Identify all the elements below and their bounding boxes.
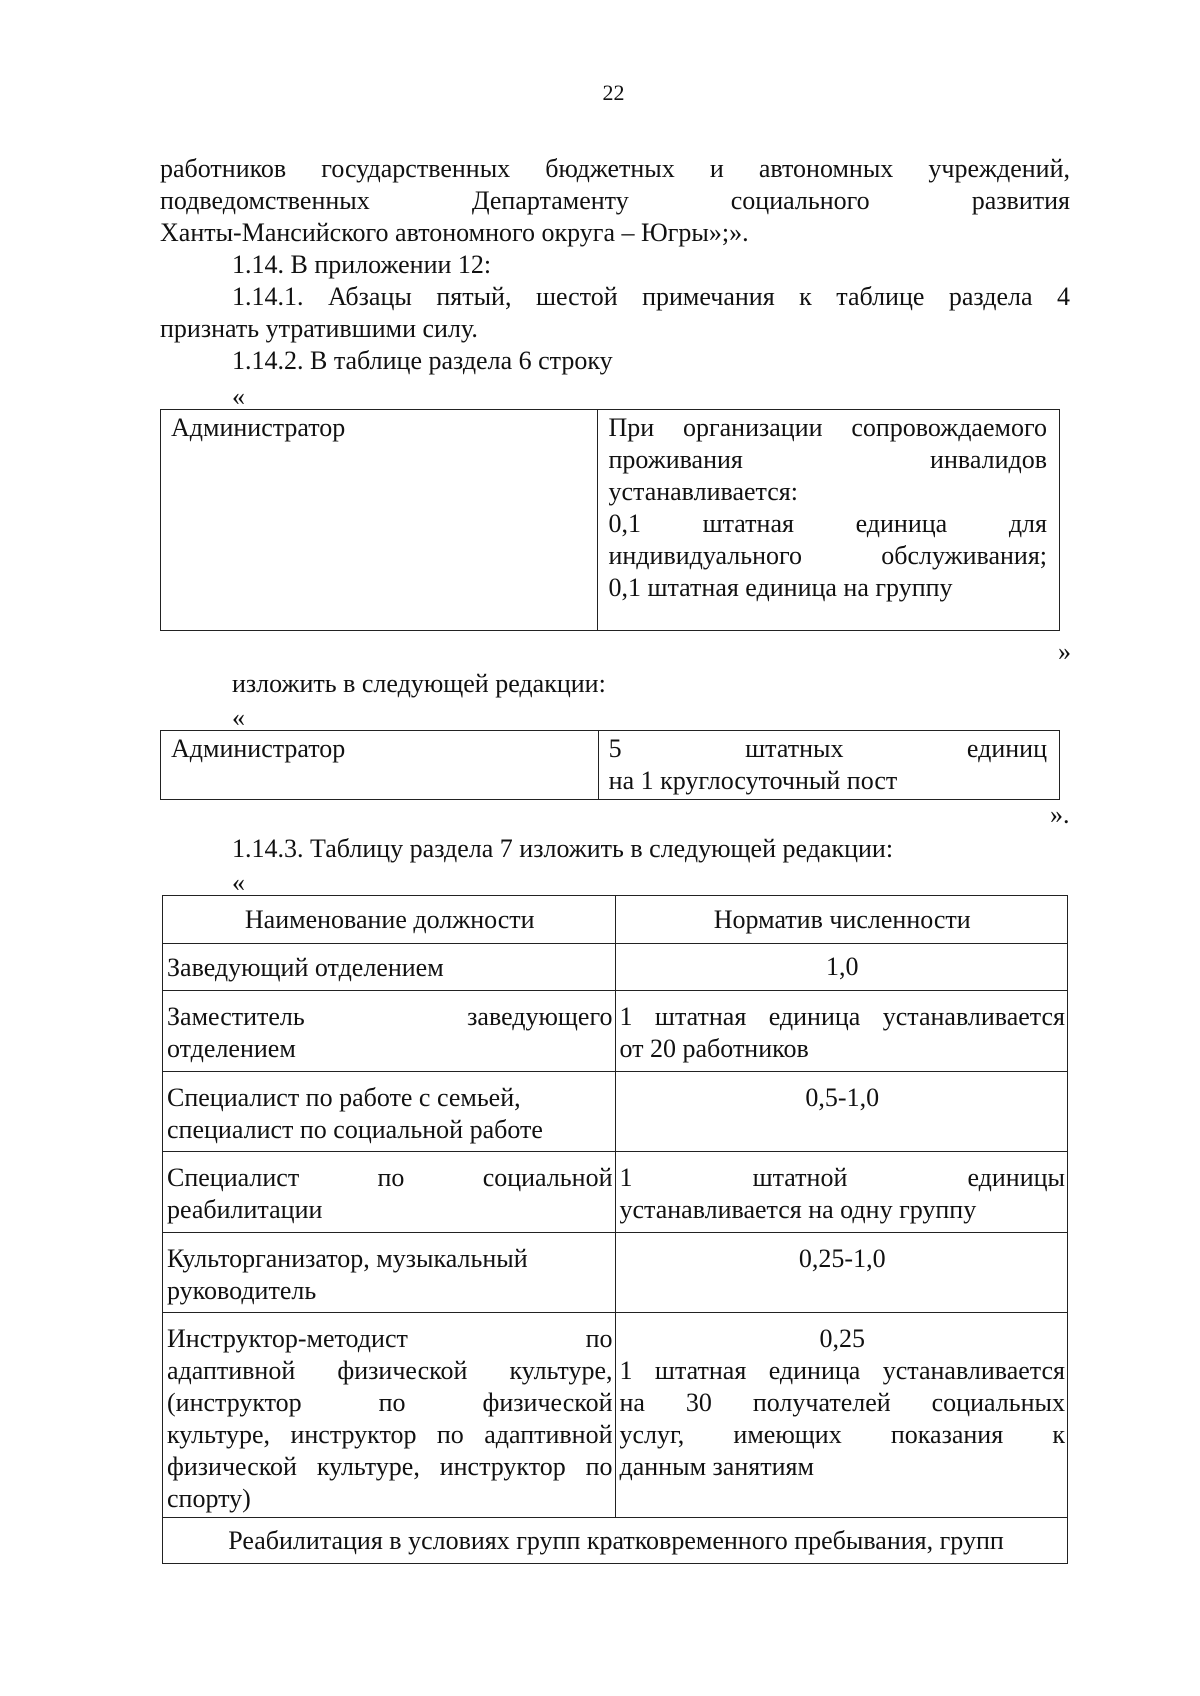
row-position-line: реабилитации	[167, 1195, 323, 1224]
row-position-cell	[163, 1313, 616, 1518]
row-position-line: руководитель	[167, 1276, 317, 1305]
row-norm-line: данным занятиям	[619, 1452, 814, 1481]
new-position-cell: Администратор	[161, 731, 599, 800]
row-norm-cell	[615, 991, 1068, 1072]
row-position-cell	[163, 1072, 616, 1152]
row-position-line: Культорганизатор, музыкальный	[167, 1244, 528, 1273]
row-position-line: Инструктор-методист по	[167, 1324, 613, 1353]
open-quote-3: «	[232, 868, 245, 897]
section-footer-row: Реабилитация в условиях групп кратковременного пребывания, групп	[163, 1518, 1068, 1564]
row-norm-line: от 20 работников	[619, 1034, 809, 1063]
row-norm-line: 1 штатная единица устанавливается	[619, 1002, 1065, 1031]
row-norm-cell	[615, 944, 1068, 991]
row-norm-line: на 30 получателей социальных	[619, 1388, 1065, 1417]
row-position-line: Заведующий отделением	[167, 953, 444, 982]
row-position-cell	[163, 991, 616, 1072]
row-position-line: отделением	[167, 1034, 296, 1063]
row-position-line: физической культуре, инструктор по	[167, 1452, 613, 1481]
row-position-line: Специалист по социальной	[167, 1163, 613, 1192]
row-norm-line: 1,0	[826, 952, 859, 981]
old-norm-line: проживания инвалидов	[608, 445, 1047, 474]
row-position-cell	[163, 1152, 616, 1233]
open-quote-2: «	[232, 703, 245, 732]
table-old-row	[160, 409, 1060, 631]
row-norm-line: 0,25-1,0	[798, 1244, 886, 1273]
row-norm-line: 0,25	[819, 1324, 865, 1353]
paragraph-1-14: 1.14. В приложении 12:	[232, 250, 492, 279]
page-number: 22	[602, 80, 625, 105]
row-norm-cell	[615, 1152, 1068, 1233]
table-new-row	[160, 730, 1060, 800]
edit-instruction: изложить в следующей редакции:	[232, 669, 606, 698]
row-position-line: Заместитель заведующего	[167, 1002, 613, 1031]
row-position-line: спорту)	[167, 1484, 251, 1513]
paragraph-1-14-1-line-1: 1.14.1. Абзацы пятый, шестой примечания к таблице раздела 4	[232, 282, 1070, 311]
new-norm-line: 5 штатных единиц	[608, 734, 1047, 763]
row-norm-line: 1 штатной единицы	[619, 1163, 1065, 1192]
close-quote-1: »	[1058, 637, 1071, 666]
header-position: Наименование должности	[163, 896, 616, 944]
row-position-cell	[163, 1233, 616, 1313]
old-norm-cell	[598, 410, 1060, 631]
row-norm-cell	[615, 1072, 1068, 1152]
table-section-7	[162, 895, 1068, 1564]
old-norm-line: устанавливается:	[608, 477, 798, 506]
row-norm-line: 1 штатная единица устанавливается	[619, 1356, 1065, 1385]
intro-line-3: Ханты-Мансийского автономного округа – Югры»;».	[160, 218, 749, 247]
paragraph-1-14-3: 1.14.3. Таблицу раздела 7 изложить в следующей редакции:	[232, 834, 894, 863]
old-norm-line: 0,1 штатная единица на группу	[608, 573, 953, 602]
row-norm-cell	[615, 1233, 1068, 1313]
old-position-cell: Администратор	[161, 410, 598, 631]
old-norm-line: При организации сопровождаемого	[608, 413, 1047, 442]
row-norm-line: устанавливается на одну группу	[619, 1195, 977, 1224]
row-position-line: культуре, инструктор по адаптивной	[167, 1420, 613, 1449]
old-norm-line: индивидуального обслуживания;	[608, 541, 1047, 570]
row-norm-line: 0,5-1,0	[805, 1083, 880, 1112]
row-position-cell	[163, 944, 616, 991]
header-norm: Норматив численности	[615, 896, 1068, 944]
row-norm-cell	[615, 1313, 1068, 1518]
paragraph-1-14-1-line-2: признать утратившими силу.	[160, 314, 478, 343]
row-position-line: адаптивной физической культуре,	[167, 1356, 613, 1385]
intro-line-1: работников государственных бюджетных и автономных учреждений,	[160, 154, 1070, 183]
old-norm-line: 0,1 штатная единица для	[608, 509, 1047, 538]
row-norm-line: услуг, имеющих показания к	[619, 1420, 1065, 1449]
row-position-line: Специалист по работе с семьей,	[167, 1083, 521, 1112]
open-quote-1: «	[232, 382, 245, 411]
new-norm-cell	[598, 731, 1059, 800]
intro-line-2: подведомственных Департаменту социального развития	[160, 186, 1070, 215]
paragraph-1-14-2: 1.14.2. В таблице раздела 6 строку	[232, 346, 613, 375]
close-quote-2: ».	[1050, 800, 1070, 829]
new-norm-line: на 1 круглосуточный пост	[608, 766, 898, 795]
row-position-line: специалист по социальной работе	[167, 1115, 543, 1144]
row-position-line: (инструктор по физической	[167, 1388, 613, 1417]
